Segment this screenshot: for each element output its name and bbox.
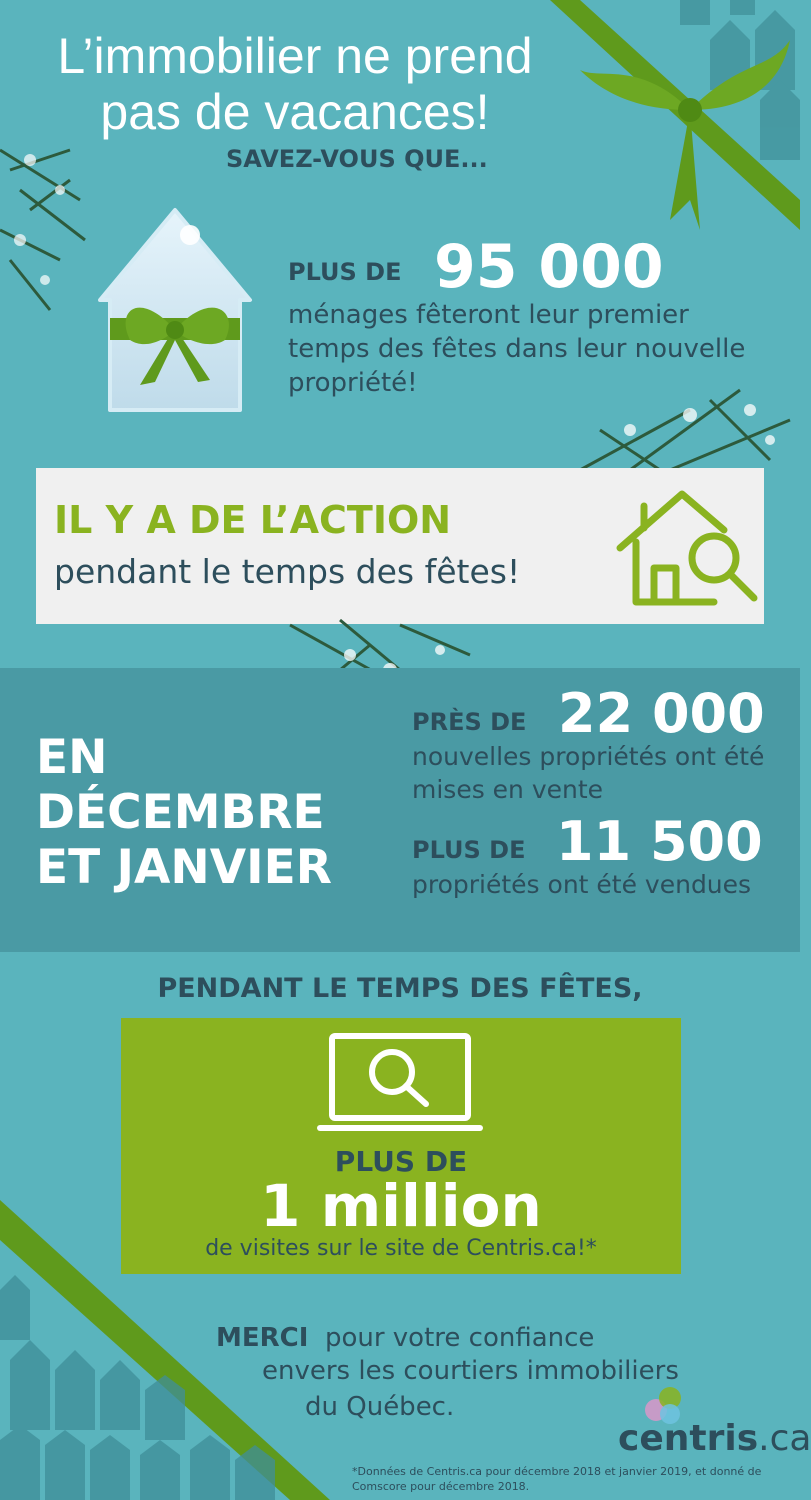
page-subtitle: SAVEZ-VOUS QUE... bbox=[226, 145, 488, 173]
period-title-line-2: DÉCEMBRE bbox=[36, 785, 325, 840]
centris-logo[interactable] bbox=[618, 1418, 811, 1459]
households-description: ménages fêteront leur premier temps des fêtes dans leur nouvelle propriété! bbox=[288, 300, 746, 398]
visits-description: de visites sur le site de Centris.ca!* bbox=[205, 1236, 597, 1261]
house-gift-icon bbox=[60, 190, 290, 430]
title-line-1: L’immobilier ne prend bbox=[57, 28, 533, 84]
pine-branch-right bbox=[570, 370, 800, 480]
period-title-line-1: EN bbox=[36, 730, 108, 785]
sold-number: 11 500 bbox=[556, 810, 763, 873]
action-banner-title: IL Y A DE L’ACTION bbox=[54, 498, 452, 542]
page-title bbox=[0, 28, 590, 140]
households-number: 95 000 bbox=[434, 232, 664, 302]
listed-description: nouvelles propriétés ont été mises en vente bbox=[412, 742, 765, 804]
listed-number: 22 000 bbox=[558, 682, 765, 745]
thanks-line-3: du Québec. bbox=[305, 1392, 455, 1422]
logo-suffix: .ca bbox=[758, 1418, 811, 1459]
sold-lead: PLUS DE bbox=[412, 836, 526, 864]
houses-decoration-bottom bbox=[0, 1260, 280, 1500]
thanks-text-1: pour votre confiance bbox=[324, 1323, 595, 1353]
thanks-line-2: envers les courtiers immobiliers bbox=[262, 1356, 679, 1386]
visits-number: 1 million bbox=[260, 1172, 542, 1240]
thanks-bold: MERCI bbox=[216, 1323, 309, 1353]
visits-lead: PLUS DE bbox=[334, 1145, 468, 1178]
action-banner-subtitle: pendant le temps des fêtes! bbox=[54, 552, 521, 591]
period-title bbox=[36, 730, 396, 895]
period-title-line-3: ET JANVIER bbox=[36, 840, 332, 895]
title-line-2: pas de vacances! bbox=[100, 84, 490, 140]
laptop-search-icon bbox=[316, 1030, 484, 1138]
thanks-line-1 bbox=[216, 1320, 594, 1356]
sold-description: propriétés ont été vendues bbox=[412, 870, 752, 899]
logo-name: centris bbox=[618, 1418, 759, 1459]
visits-heading: PENDANT LE TEMPS DES FÊTES, bbox=[157, 973, 643, 1004]
listed-lead: PRÈS DE bbox=[412, 708, 527, 736]
households-lead: PLUS DE bbox=[288, 258, 402, 286]
footnote: *Données de Centris.ca pour décembre 2018 et janvier 2019, et donné de Comscore pour décembre 2018. bbox=[352, 1465, 762, 1493]
house-search-icon bbox=[614, 486, 760, 608]
